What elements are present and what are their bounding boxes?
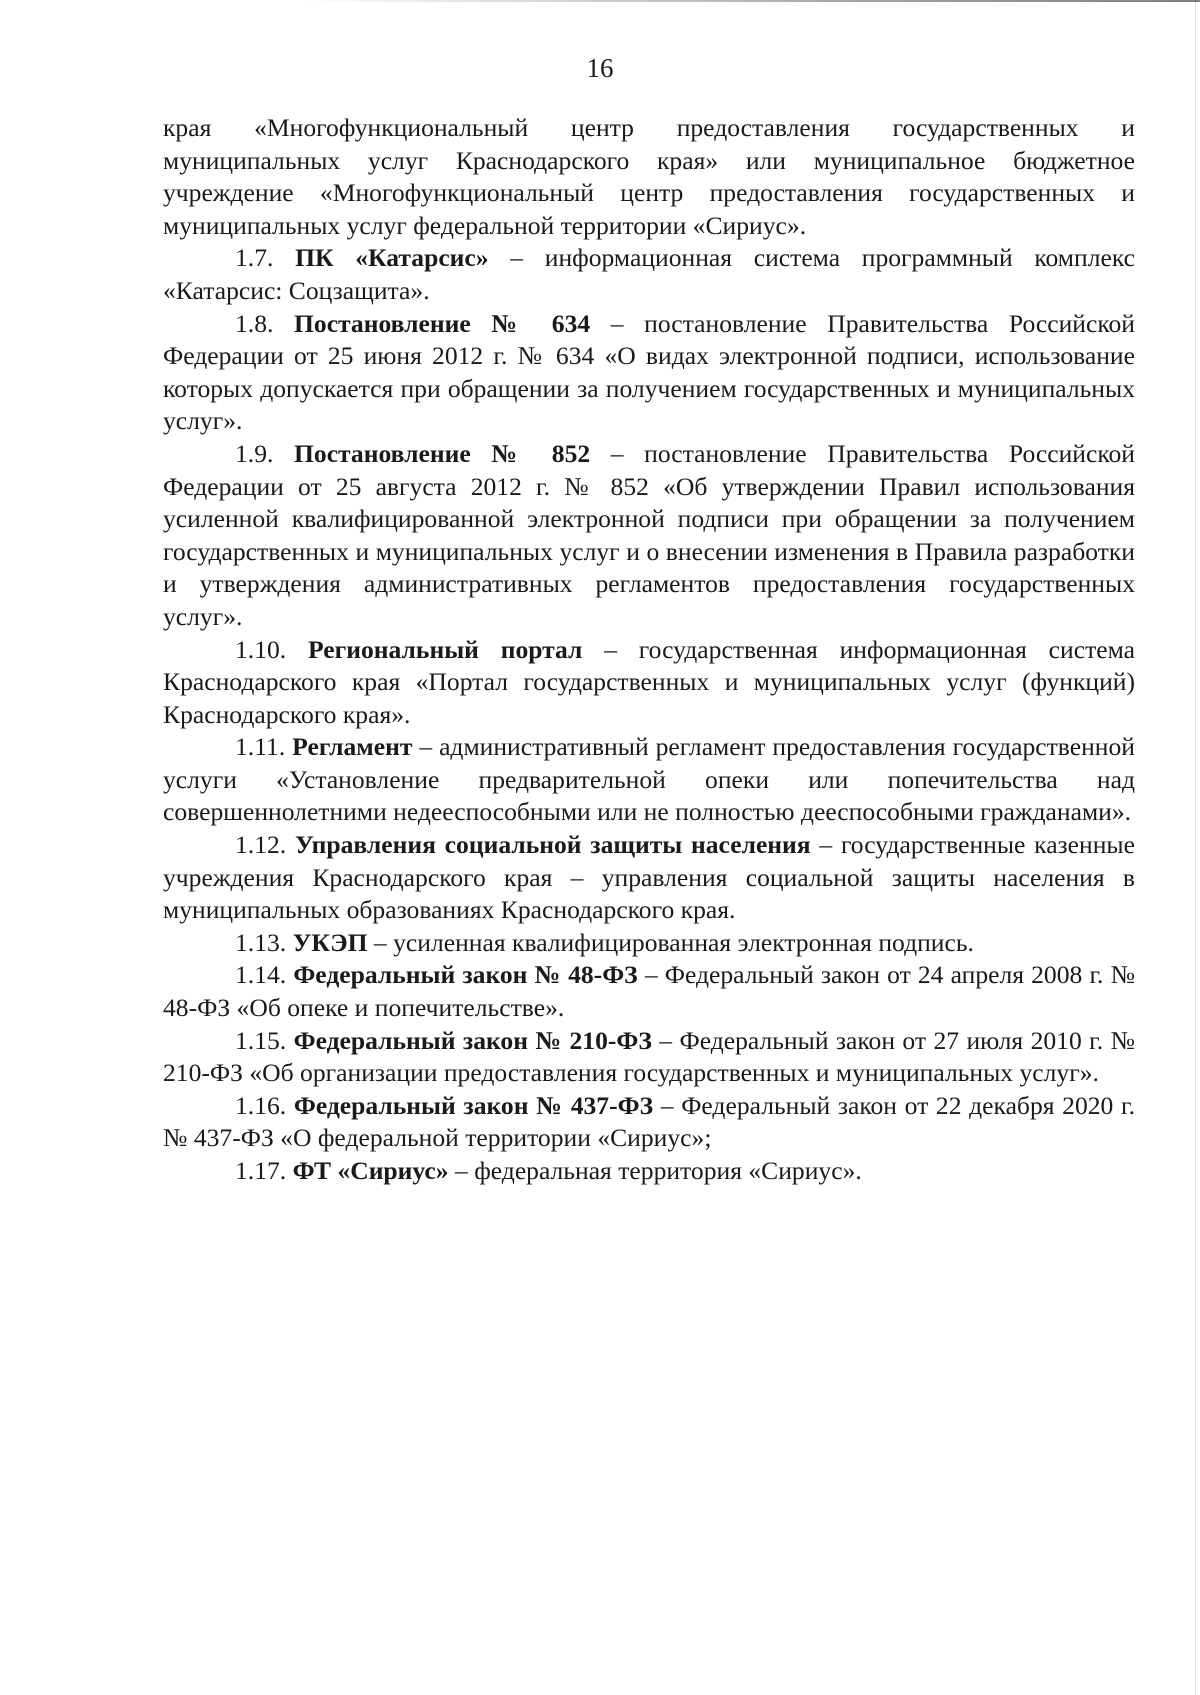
item-term: ФТ «Сириус» [292,1156,449,1185]
item-term: Управления социальной защиты населения [294,830,811,860]
item-definition: – Федеральный закон от 22 декабря 2020 г. № 437-ФЗ «О федеральной территории «Сириус»; [163,1090,1135,1153]
item-definition: – административный регламент предоставления государственной услуги «Установление предварительной опеки или попечительства над совершеннолетними недееспособными или не полностью дееспособными гражданами». [163,732,1135,827]
definition-item-1-14 [163,959,1135,1024]
item-number: 1.12. [235,830,295,860]
item-term: Региональный портал [307,634,583,664]
item-definition: – усиленная квалифицированная электронная подпись. [367,927,974,957]
item-number: 1.16. [235,1090,294,1120]
item-definition: – Федеральный закон от 27 июля 2010 г. № 210-ФЗ «Об организации предоставления государственных и муниципальных услуг». [163,1025,1135,1088]
item-number: 1.7. [235,243,296,273]
item-definition: – постановление Правительства Российской Федерации от 25 июня 2012 г. № 634 «О видах электронной подписи, использование которых допускается при обращении за получением государственных и муниципальных услуг». [163,308,1135,436]
definition-item-1-16 [163,1090,1135,1155]
definition-item-1-13 [163,927,1135,960]
definition-item-1-7 [163,242,1135,307]
item-definition: – постановление Правительства Российской Федерации от 25 августа 2012 г. № 852 «Об утверждении Правил использования усиленной квалифицированной электронной подписи при обращении за получением государственных и муниципальных услуг и о внесении изменения в Правила разработки и утверждения административных регламентов предоставления государственных услуг». [163,438,1135,631]
item-definition: – информационная система программный комплекс «Катарсис: Соцзащита». [163,243,1135,305]
item-term: Федеральный закон № 437-ФЗ [293,1090,654,1120]
item-definition: – Федеральный закон от 24 апреля 2008 г. № 48-ФЗ «Об опеке и попечительстве». [163,960,1135,1023]
scan-edge-top [300,0,1200,2]
definition-item-1-8 [163,308,1135,438]
definition-item-1-15 [163,1025,1135,1090]
definition-item-1-10 [163,634,1135,732]
item-term: Федеральный закон № 48-ФЗ [293,960,638,990]
item-definition: – государственные казенные учреждения Краснодарского края – управления социальной защиты населения в муниципальных образованиях Краснодарского края. [163,830,1135,925]
item-definition: – государственная информационная система Краснодарского края «Портал государственных и муниципальных услуг (функций) Краснодарского края». [163,634,1135,729]
item-number: 1.17. [235,1156,293,1185]
item-definition: – федеральная территория «Сириус». [448,1156,862,1185]
item-number: 1.14. [235,960,294,990]
item-number: 1.15. [235,1025,294,1055]
definition-item-1-12 [163,829,1135,927]
definition-item-1-9 [163,438,1135,634]
scan-edge-right [1195,0,1196,1695]
intro-paragraph: края «Многофункциональный центр предоставления государственных и муниципальных услуг Краснодарского края» или муниципальное бюджетное учреждение «Многофункциональный центр предоставления государственных и муниципальных услуг федеральной территории «Сириус». [163,113,1135,240]
item-term: Постановление № 852 [293,438,591,468]
item-number: 1.10. [235,634,308,664]
item-term: ПК «Катарсис» [295,243,489,273]
definition-item-1-11 [163,731,1135,829]
item-number: 1.9. [235,438,294,468]
document-body [163,112,1135,1188]
definition-item-1-17 [163,1155,1135,1188]
item-number: 1.8. [235,308,294,338]
item-term: Постановление № 634 [293,308,591,338]
item-number: 1.13. [235,927,293,957]
item-term: Федеральный закон № 210-ФЗ [293,1025,652,1055]
item-term: УКЭП [292,927,368,957]
item-number: 1.11. [235,732,293,762]
item-term: Регламент [292,732,413,762]
page-number: 16 [586,53,614,83]
